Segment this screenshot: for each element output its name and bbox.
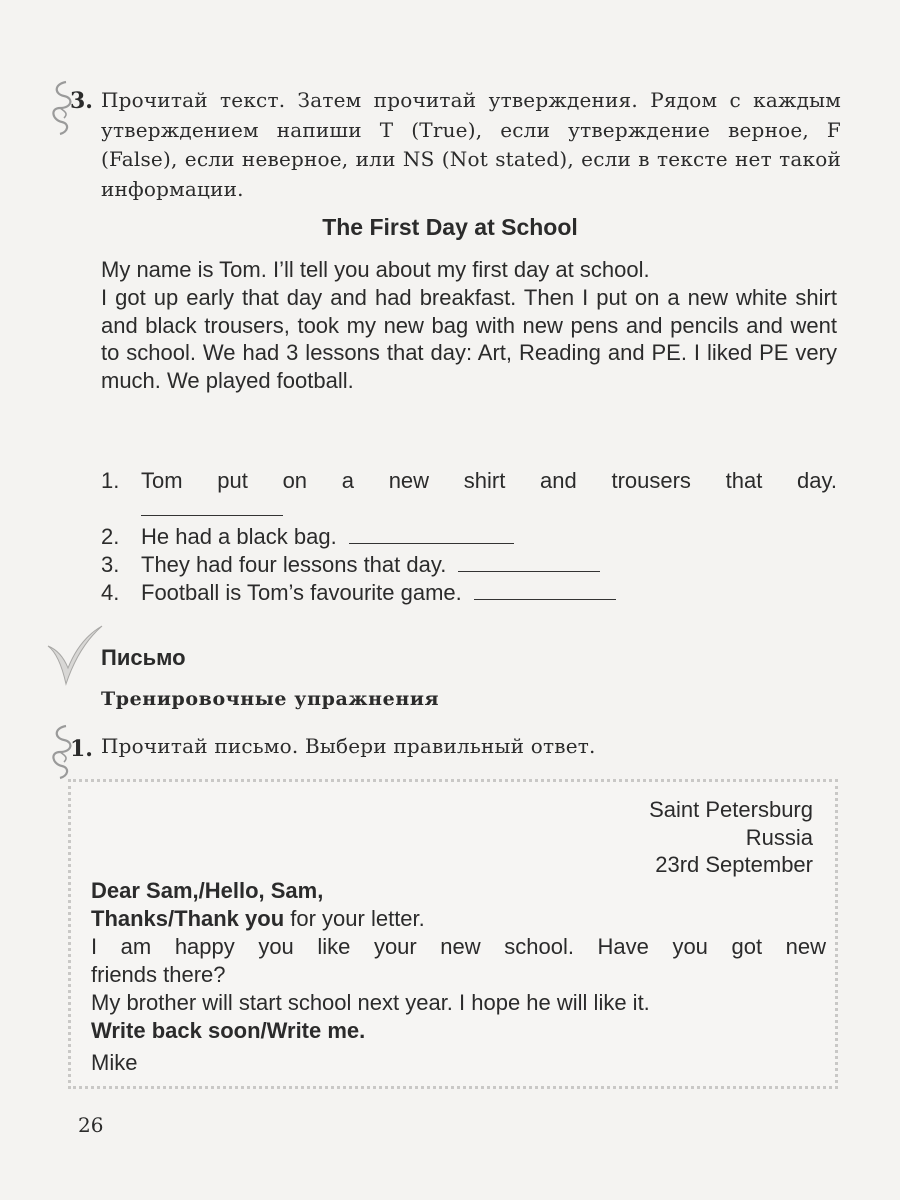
statement-number: 4.	[101, 580, 120, 605]
letter-date: 23rd September	[655, 852, 813, 877]
subsection-title: Тренировочные упражнения	[101, 688, 440, 710]
letter-line: I am happy you like your new school. Have you got new	[91, 934, 826, 959]
story-title: The First Day at School	[322, 214, 578, 240]
address-line: Saint Petersburg	[649, 797, 813, 822]
letter-line: friends there?	[91, 962, 226, 987]
answer-blank[interactable]	[141, 514, 283, 516]
answer-blank[interactable]	[349, 542, 514, 544]
statement-list	[101, 467, 837, 607]
answer-blank[interactable]	[474, 598, 616, 600]
letter-greeting-options: Dear Sam,/Hello, Sam,	[91, 878, 324, 903]
statement-text: Tom put on a new shirt and trousers that day.	[141, 468, 837, 493]
statement-item	[101, 579, 837, 607]
answer-blank[interactable]	[458, 570, 600, 572]
statement-number: 2.	[101, 524, 120, 549]
answer-row	[101, 495, 837, 523]
statement-text: They had four lessons that day.	[141, 552, 447, 577]
letter-body	[91, 877, 826, 1077]
section-title: Письмо	[101, 645, 186, 670]
statement-item	[101, 523, 837, 551]
statement-number: 1.	[101, 468, 120, 493]
page-number: 26	[78, 1113, 104, 1137]
statement-item	[101, 467, 837, 495]
story-paragraph: I got up early that day and had breakfast. Then I put on a new white shirt and black trousers, took my new bag with new pens and pencils and went to school. We had 3 lessons that day: Art, Reading and PE. I liked PE very much. We played football.	[101, 284, 837, 394]
statement-text: He had a black bag.	[141, 524, 337, 549]
letter-address	[649, 796, 813, 879]
task-instruction: Прочитай текст. Затем прочитай утверждения. Рядом с каждым утверждением напиши T (True), если утверждение верное, F (False), если неверное, или NS (Not stated), если в тексте нет такой информации.	[101, 88, 841, 201]
task-instruction: Прочитай письмо. Выбери правильный ответ.	[101, 734, 596, 758]
letter-line: My brother will start school next year. I hope he will like it.	[91, 990, 650, 1015]
statement-text: Football is Tom’s favourite game.	[141, 580, 462, 605]
letter-closing-options: Write back soon/Write me.	[91, 1018, 366, 1043]
checkmark-icon	[44, 622, 104, 688]
letter-thanks-line	[91, 905, 826, 933]
thanks-options: Thanks/Thank you	[91, 906, 285, 931]
statement-item	[101, 551, 837, 579]
statement-number: 3.	[101, 552, 120, 577]
letter-box	[68, 779, 838, 1089]
story-paragraph: My name is Tom. I’ll tell you about my first day at school.	[101, 257, 650, 282]
task-number: 1.	[70, 736, 93, 762]
address-line: Russia	[745, 824, 813, 850]
task-number: 3.	[70, 88, 93, 114]
story-text	[101, 256, 837, 395]
letter-signature: Mike	[91, 1050, 138, 1075]
thanks-rest: for your letter.	[284, 906, 425, 931]
